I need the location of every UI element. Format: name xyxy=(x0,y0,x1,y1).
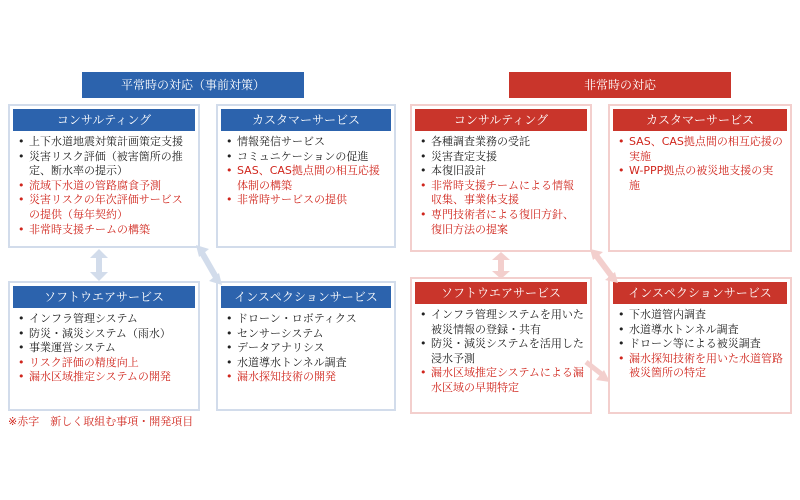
box-title: インスペクションサービス xyxy=(613,282,787,304)
item-list xyxy=(610,135,790,193)
list-item: • 各種調査業務の受託 xyxy=(420,135,584,150)
list-item: • 漏水探知技術の開発 xyxy=(226,370,388,385)
box-title: インスペクションサービス xyxy=(221,286,391,308)
list-item: • 非常時サービスの提供 xyxy=(226,193,388,208)
list-item: • 非常時支援チームの構築 xyxy=(18,223,192,238)
box-title: ソフトウエアサービス xyxy=(13,286,195,308)
list-item: • SAS、CAS拠点間の相互応援の実施 xyxy=(618,135,784,164)
list-item: • コミュニケーションの促進 xyxy=(226,150,388,165)
list-item: • 上下水道地震対策計画策定支援 xyxy=(18,135,192,150)
box-title: コンサルティング xyxy=(415,109,587,131)
item-list xyxy=(218,135,394,208)
normal-section-header: 平常時の対応（事前対策） xyxy=(82,72,304,98)
emergency-down-arrow-icon xyxy=(582,358,610,382)
emergency-vertical-arrow-icon xyxy=(492,252,510,279)
list-item: • 漏水区域推定システムによる漏水区域の早期特定 xyxy=(420,366,584,395)
box-title: カスタマーサービス xyxy=(221,109,391,131)
emergency-consulting-box xyxy=(410,104,592,252)
list-item: • ドローン・ロボティクス xyxy=(226,312,388,327)
list-item: • インフラ管理システム xyxy=(18,312,192,327)
emergency-section-header: 非常時の対応 xyxy=(509,72,731,98)
list-item: • 災害リスク評価（被害箇所の推定、断水率の提示） xyxy=(18,150,192,179)
list-item: • リスク評価の精度向上 xyxy=(18,356,192,371)
item-list xyxy=(610,308,790,381)
item-list xyxy=(10,312,198,385)
list-item: • 防災・減災システムを活用した浸水予測 xyxy=(420,337,584,366)
item-list xyxy=(10,135,198,237)
item-list xyxy=(412,308,590,396)
list-item: • SAS、CAS拠点間の相互応援体制の構築 xyxy=(226,164,388,193)
list-item: • 水道導水トンネル調査 xyxy=(226,356,388,371)
normal-vertical-arrow-icon xyxy=(90,249,108,281)
list-item: • 災害査定支援 xyxy=(420,150,584,165)
emergency-inspection-box xyxy=(608,277,792,414)
list-item: • センサーシステム xyxy=(226,327,388,342)
list-item: • 流域下水道の管路腐食予測 xyxy=(18,179,192,194)
box-title: ソフトウエアサービス xyxy=(415,282,587,304)
list-item: • 漏水区域推定システムの開発 xyxy=(18,370,192,385)
item-list xyxy=(218,312,394,385)
list-item: • 防災・減災システム（雨水） xyxy=(18,327,192,342)
box-title: コンサルティング xyxy=(13,109,195,131)
normal-customer-box xyxy=(216,104,396,248)
list-item: • 情報発信サービス xyxy=(226,135,388,150)
list-item: • ドローン等による被災調査 xyxy=(618,337,784,352)
emergency-diagonal-arrow-icon xyxy=(590,249,618,283)
legend-note: ※赤字 新しく取組む事項・開発項目 xyxy=(8,415,194,428)
list-item: • 漏水探知技術を用いた水道管路被災箇所の特定 xyxy=(618,352,784,381)
list-item: • 本復旧設計 xyxy=(420,164,584,179)
list-item: • 下水道管内調査 xyxy=(618,308,784,323)
list-item: • インフラ管理システムを用いた被災情報の登録・共有 xyxy=(420,308,584,337)
emergency-software-box xyxy=(410,277,592,414)
list-item: • データアナリシス xyxy=(226,341,388,356)
emergency-customer-box xyxy=(608,104,792,252)
list-item: • 非常時支援チームによる情報収集、事業体支援 xyxy=(420,179,584,208)
box-title: カスタマーサービス xyxy=(613,109,787,131)
normal-inspection-box xyxy=(216,281,396,411)
normal-software-box xyxy=(8,281,200,411)
item-list xyxy=(412,135,590,237)
normal-consulting-box xyxy=(8,104,200,248)
list-item: • 事業運営システム xyxy=(18,341,192,356)
list-item: • W-PPP拠点の被災地支援の実施 xyxy=(618,164,784,193)
list-item: • 水道導水トンネル調査 xyxy=(618,323,784,338)
normal-diagonal-arrow-icon xyxy=(196,245,222,285)
list-item: • 災害リスクの年次評価サービスの提供（毎年契約） xyxy=(18,193,192,222)
list-item: • 専門技術者による復旧方針、復旧方法の提案 xyxy=(420,208,584,237)
